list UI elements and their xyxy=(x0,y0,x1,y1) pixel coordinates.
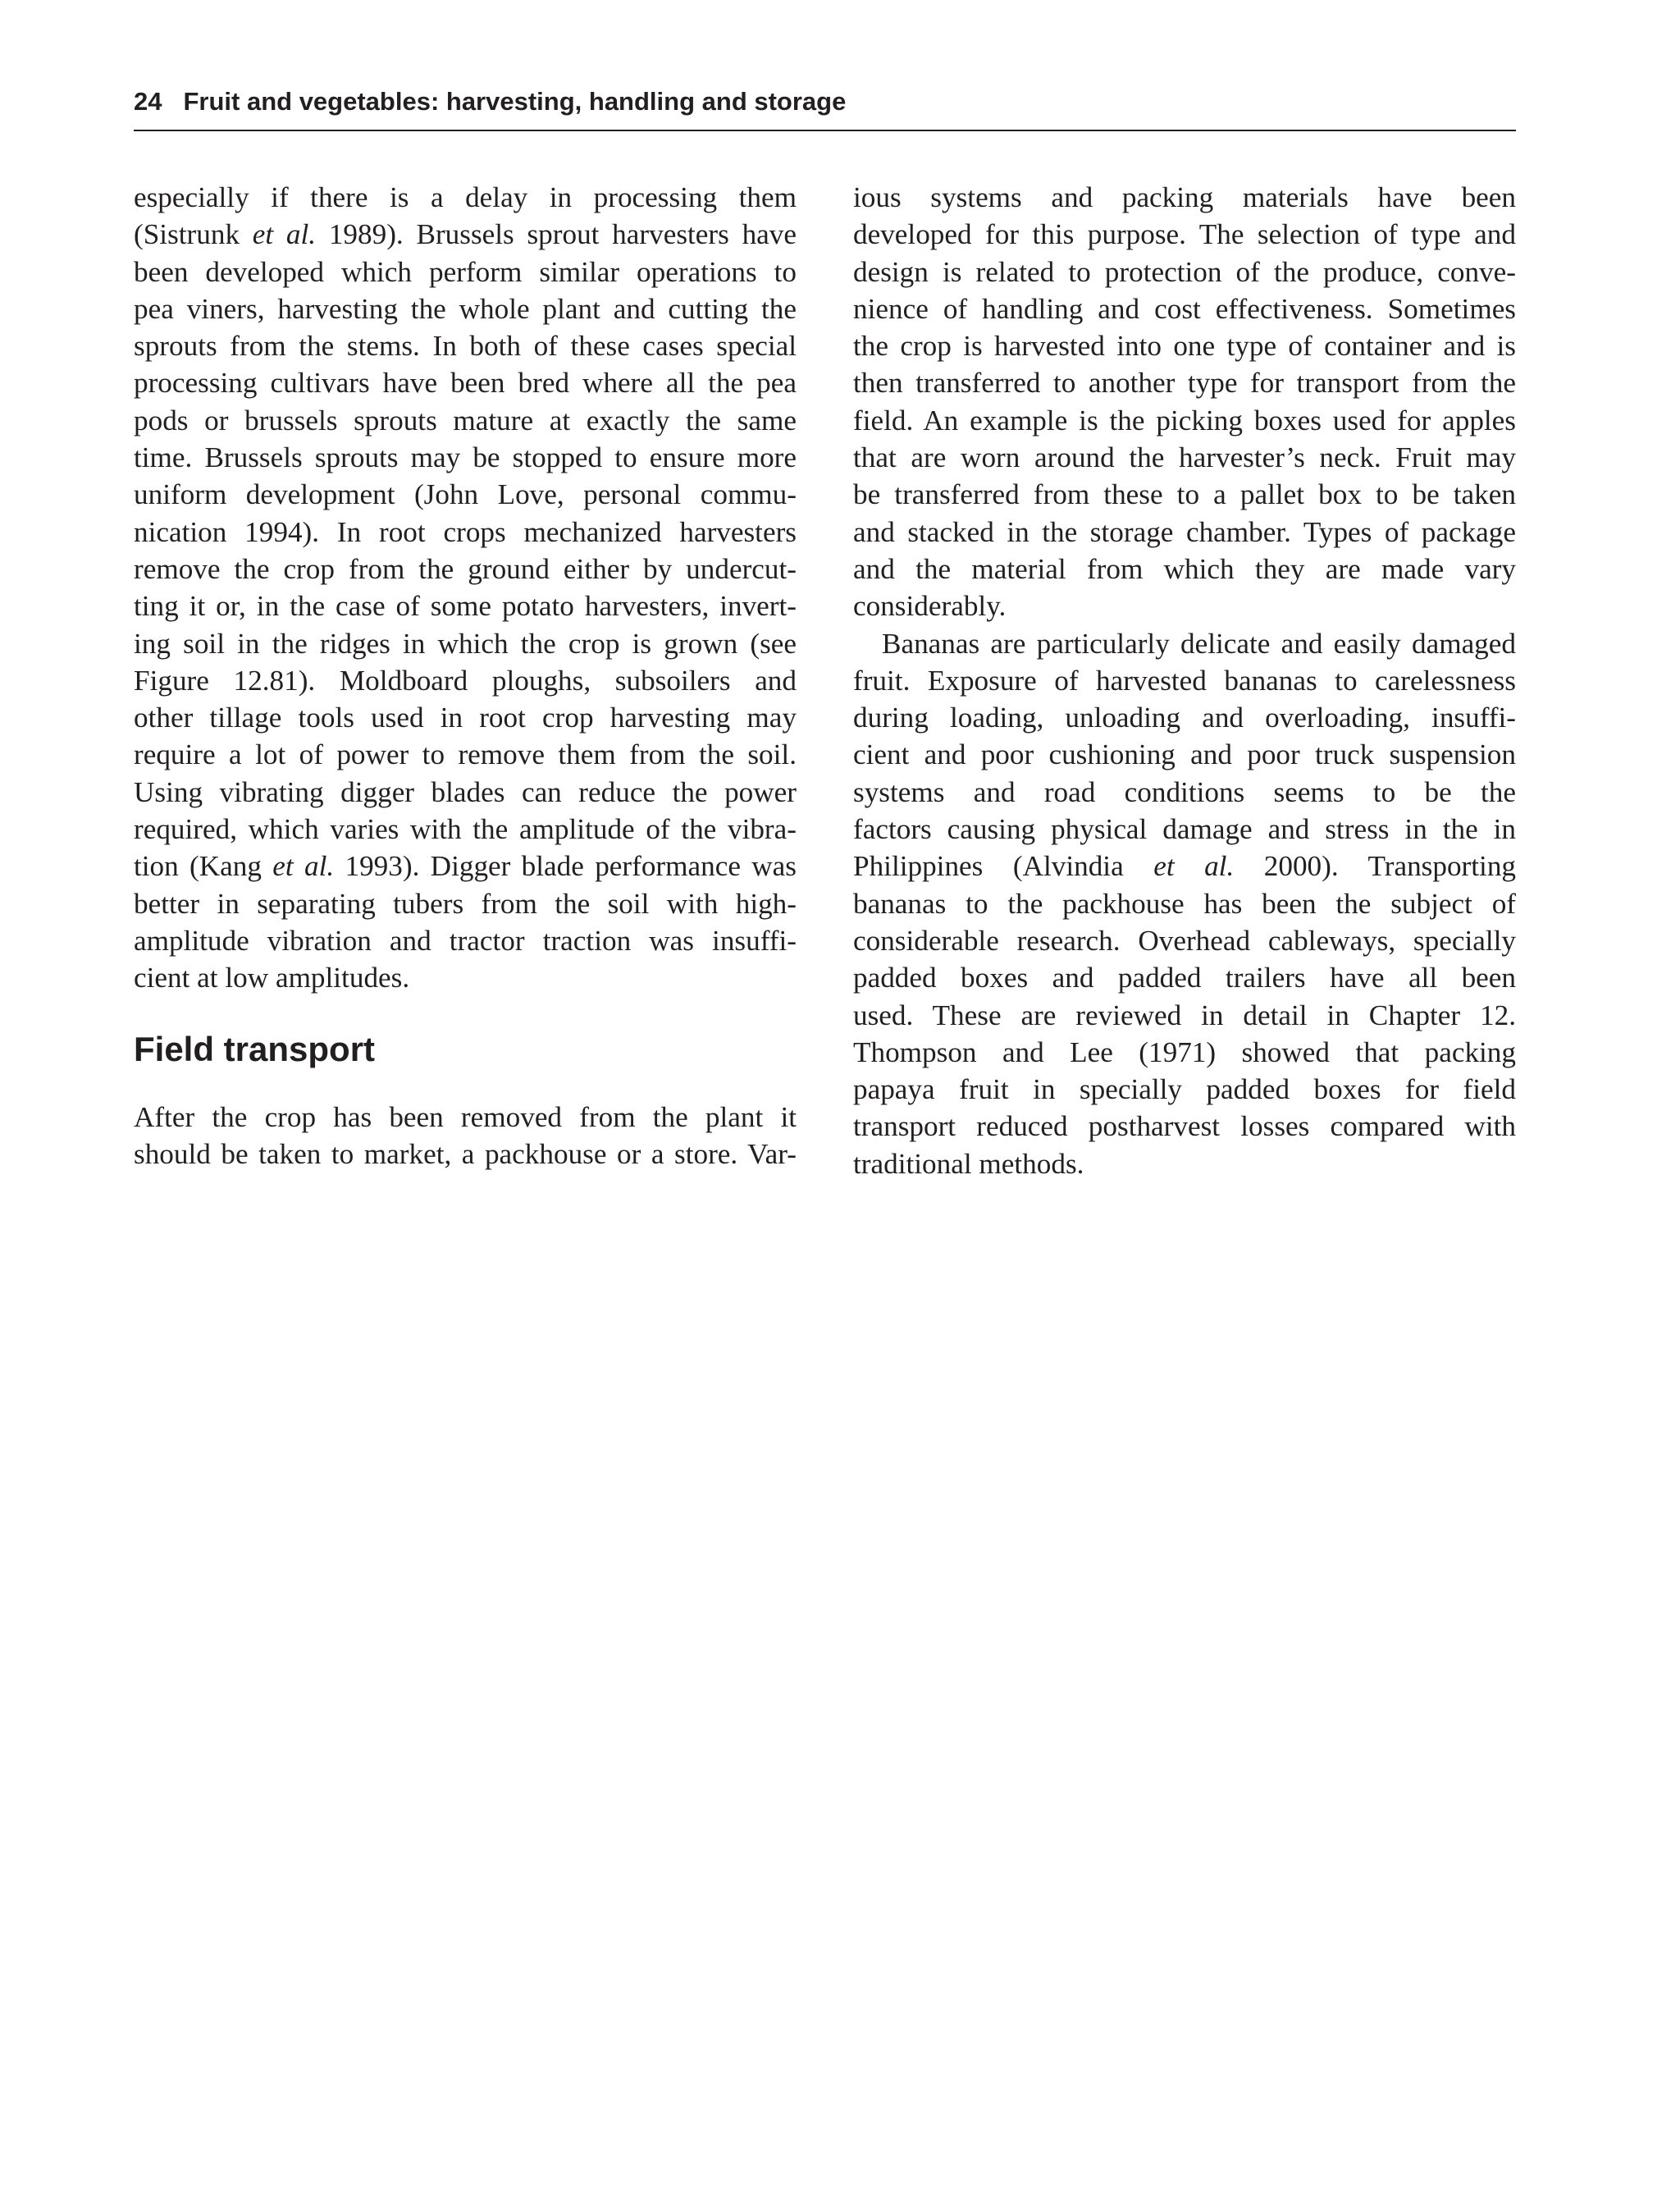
left-column xyxy=(134,179,797,1172)
text-segment: 2000). Transporting xyxy=(1234,850,1517,883)
text-line: design is related to protection of the produce, conve- xyxy=(853,255,1516,288)
text-line: ting it or, in the case of some potato harvesters, invert- xyxy=(134,590,797,623)
text-line: considerably. xyxy=(853,590,1007,623)
text-line: uniform development (John Love, personal commu- xyxy=(134,478,797,511)
text-line: traditional methods. xyxy=(853,1147,1084,1180)
text-line xyxy=(853,848,1516,885)
text-line: other tillage tools used in root crop harvesting may xyxy=(134,702,797,734)
text-line: considerable research. Overhead cableways, specially xyxy=(853,924,1516,957)
text-line: field. An example is the picking boxes used for apples xyxy=(853,404,1516,437)
text-line: pea viners, harvesting the whole plant and cutting the xyxy=(134,292,797,325)
text-line: and stacked in the storage chamber. Types of package xyxy=(853,515,1516,548)
text-line: ious systems and packing materials have been xyxy=(853,181,1516,213)
text-line: the crop is harvested into one type of container and is xyxy=(853,330,1516,363)
text-line: pods or brussels sprouts mature at exactly the same xyxy=(134,404,797,437)
running-title: Fruit and vegetables: harvesting, handling and storage xyxy=(183,87,847,116)
text-line: Thompson and Lee (1971) showed that packing xyxy=(853,1035,1516,1068)
text-segment: 1989). Brussels sprout harvesters have xyxy=(316,218,797,251)
text-line: factors causing physical damage and stress in the in xyxy=(853,813,1516,846)
text-line: Bananas are particularly delicate and easily damaged xyxy=(882,627,1516,660)
text-line: during loading, unloading and overloading, insuffi- xyxy=(853,702,1516,734)
text-line: should be taken to market, a packhouse or a store. Var- xyxy=(134,1137,797,1170)
text-line: processing cultivars have been bred where all the pea xyxy=(134,367,797,400)
text-line: cient at low amplitudes. xyxy=(134,962,410,994)
text-line: After the crop has been removed from the plant it xyxy=(134,1100,797,1133)
text-line: be transferred from these to a pallet box to be taken xyxy=(853,478,1516,511)
text-line: nication 1994). In root crops mechanized harvesters xyxy=(134,515,797,548)
text-line: used. These are reviewed in detail in Chapter 12. xyxy=(853,999,1516,1031)
text-line: developed for this purpose. The selection of type and xyxy=(853,218,1516,251)
text-line: that are worn around the harvester’s neck. Fruit may xyxy=(853,441,1516,474)
text-line: and the material from which they are made vary xyxy=(853,552,1516,585)
page-number: 24 xyxy=(134,87,162,116)
text-line: require a lot of power to remove them from the soil. xyxy=(134,738,797,771)
paragraph xyxy=(853,179,1516,625)
text-line: papaya fruit in specially padded boxes for field xyxy=(853,1073,1516,1106)
text-segment: Philippines (Alvindia xyxy=(853,850,1154,883)
text-line: ing soil in the ridges in which the crop is grown (see xyxy=(134,627,797,660)
text-line: then transferred to another type for transport from the xyxy=(853,367,1516,400)
text-line: especially if there is a delay in processing them xyxy=(134,181,797,213)
italic-text: et al. xyxy=(1153,850,1235,883)
text-line: Using vibrating digger blades can reduce the power xyxy=(134,775,797,808)
text-line: better in separating tubers from the soil with high- xyxy=(134,887,797,920)
running-header xyxy=(134,84,1516,131)
section-heading: Field transport xyxy=(134,1029,376,1068)
text-line: systems and road conditions seems to be the xyxy=(853,775,1516,808)
text-line: remove the crop from the ground either by undercut- xyxy=(134,552,797,585)
text-line: fruit. Exposure of harvested bananas to carelessness xyxy=(853,664,1516,697)
text-line: sprouts from the stems. In both of these cases special xyxy=(134,330,797,363)
paragraph xyxy=(134,1099,797,1173)
text-line: been developed which perform similar operations to xyxy=(134,255,797,288)
text-line: time. Brussels sprouts may be stopped to ensure more xyxy=(134,441,797,474)
text-segment: 1993). Digger blade performance was xyxy=(334,850,797,883)
text-segment: tion (Kang xyxy=(134,850,273,883)
text-line: amplitude vibration and tractor traction was insuffi- xyxy=(134,924,797,957)
text-line: bananas to the packhouse has been the subject of xyxy=(853,887,1516,920)
text-line xyxy=(134,216,797,253)
right-column xyxy=(853,179,1516,1182)
italic-text: et al. xyxy=(272,850,335,883)
text-segment: (Sistrunk xyxy=(134,218,253,251)
text-line: required, which varies with the amplitude of the vibra- xyxy=(134,813,797,846)
text-line: Figure 12.81). Moldboard ploughs, subsoilers and xyxy=(134,664,797,697)
text-line xyxy=(134,848,797,885)
text-line: cient and poor cushioning and poor truck suspension xyxy=(853,738,1516,771)
text-line: transport reduced postharvest losses compared with xyxy=(853,1110,1516,1143)
text-line: nience of handling and cost effectiveness. Sometimes xyxy=(853,292,1516,325)
text-line: padded boxes and padded trailers have all been xyxy=(853,962,1516,994)
paragraph xyxy=(853,625,1516,1182)
paragraph xyxy=(134,179,797,997)
italic-text: et al. xyxy=(252,218,317,251)
